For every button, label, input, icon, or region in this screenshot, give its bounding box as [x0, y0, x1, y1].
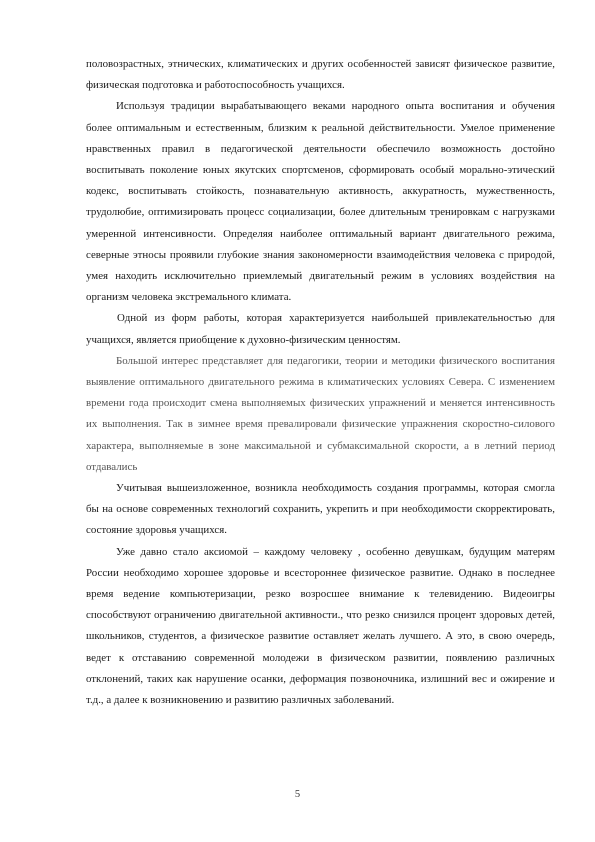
paragraph-1: половозрастных, этнических, климатических и других особенностей зависят физическое развитие, физическая подготовка и работоспособность учащихся.	[86, 58, 555, 92]
paragraph-6: Уже давно стало аксиомой – каждому человеку , особенно девушкам, будущим матерям России необходимо хорошее здоровье и всестороннее физическое развитие. Однако в последнее время ведение компьютеризации, резко возросшее внимание к телевидению. Видеоигры способствуют ограничению двигательной активности., что резко снизился процент здоровых детей, школьников, студентов, а физическое развитие оставляет желать лучшего. А это, в свою очередь, ведет к отставанию современной молодежи в физическом развитии, появлению различных отклонений, таких как нарушение осанки, деформация позвоночника, излишний вес и ожирение и т.д., а далее к возникновению и развитию различных заболеваний.	[86, 545, 555, 707]
body-text	[86, 54, 555, 711]
page-number: 5	[294, 789, 301, 800]
paragraph-4: Большой интерес представляет для педагогики, теории и методики физического воспитания выявление оптимального двигательного режима в климатических условиях Севера. С изменением времени года происходит смена выполняемых физических упражнений и меняется интенсивность их выполнения. Так в зимнее время превалировали физические упражнения скоростно-силового характера, выполняемые в зоне максимальной и субмаксимальной скорости, а в летний период отдавались	[86, 354, 555, 473]
paragraph-5: Учитывая вышеизложенное, возникла необходимость создания программы, которая смогла бы на основе современных технологий сохранить, укрепить и при необходимости скорректировать, состояние здоровья учащихся.	[86, 482, 555, 537]
paragraph-2: Используя традиции вырабатывающего веками народного опыта воспитания и обучения более оптимальным и естественным, близким к реальной действительности. Умелое применение нравственных правил в педагогической деятельности обеспечило возможность достойно воспитывать поколение юных якутских спортсменов, сформировать особый морально-этический кодекс, воспитывать стойкость, познавательную активность, аккуратность, мужественность, трудолюбие, оптимизировать процесс социализации, более длительным тренировкам с нагрузками умеренной интенсивности. Определяя наиболее оптимальный вариант двигательного режима, северные этносы проявили глубокие знания закономерности взаимодействия человека с природой, умея находить исключительно приемлемый двигательный режим в условиях воздействия на организм человека экстремального климата.	[86, 100, 555, 304]
paragraph-3: Одной из форм работы, которая характеризуется наибольшей привлекательностью для учащихся, является приобщение к духовно-физическим ценностям.	[86, 312, 555, 346]
